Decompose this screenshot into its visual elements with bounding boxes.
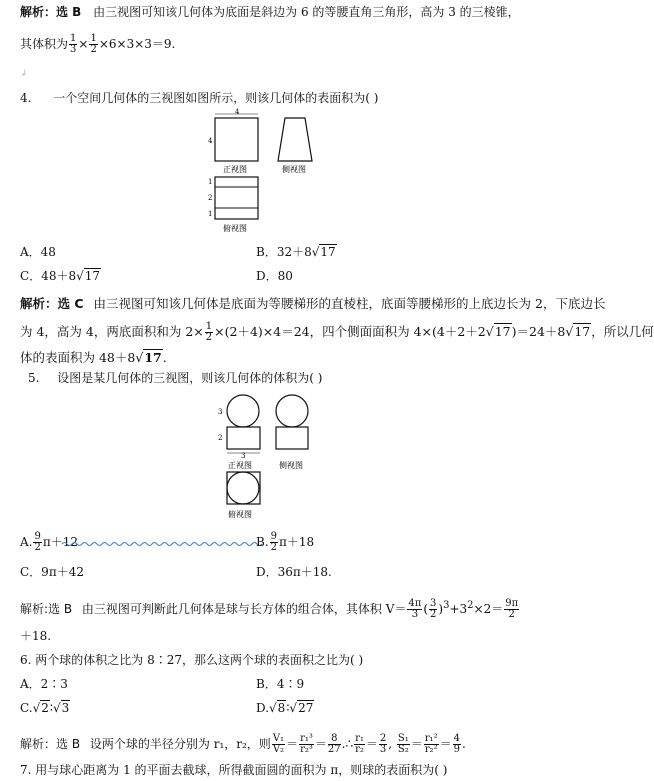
q4-dim-2: 2	[208, 194, 213, 202]
q6-option-a: A．2∶3	[20, 677, 68, 691]
q5-option-d: D．36π＋18.	[256, 565, 332, 579]
q6-solution-label: 解析：选 B	[20, 737, 81, 751]
q4-solution-text1: 由三视图可知该几何体是底面为等腰梯形的直棱柱，底面等腰梯形的上底边长为 2，下底边长	[93, 296, 606, 311]
q5-front-label: 正视图	[228, 461, 252, 470]
q3-solution-text: 由三视图可知该几何体为底面是斜边为 6 的等腰直角三角形，高为 3 的三棱锥，	[93, 5, 520, 19]
q3-volume-prefix: 其体积为	[20, 37, 69, 51]
q5-front-box	[227, 427, 260, 449]
q5-dim-2: 2	[218, 434, 223, 442]
q5-solution-label: 解析:选 B	[20, 602, 73, 616]
q5-option-a: A. $\frac{9}{2}$ π＋12	[20, 531, 79, 553]
q5-dim-3b: 3	[241, 452, 246, 460]
q4-option-d: D．80	[256, 269, 293, 283]
q7-stem-text: 用与球心距离为 1 的平面去截球，所得截面圆的面积为 π，则球的表面积为( )	[35, 763, 448, 777]
q4-stem	[20, 90, 378, 106]
q7-number: 7.	[20, 763, 32, 777]
q3-volume-rest: ×6×3×3＝9.	[98, 37, 176, 51]
q6-solution: 解析：选 B 设两个球的半径分别为 r₁，r₂，则 $\frac{\text{V₁}}{\text{V₂}}$ ＝ $\frac{\text{r₁³}}{\text{r₂³}}$ ＝ $\frac{8}{27}$ .∴ $\frac{\text{r₁}}{\text{r₂}}$ ＝ $\frac{2}{3}$ , $\frac{\text{S₁}}{\text{S₂}}$ ＝ $\frac{\text{r₁²}}{\text{r₂²}}$ ＝ $\frac{4}{9}$ .	[20, 733, 466, 755]
q4-front-view	[215, 118, 258, 161]
q6-number: 6.	[20, 653, 32, 667]
q5-option-c: C．9π＋42	[20, 565, 84, 579]
q5-top-label: 俯视图	[228, 510, 252, 519]
q6-stem	[20, 652, 363, 668]
q5-solution-line2: ＋18.	[20, 629, 52, 643]
paragraph-mark: ↲	[20, 69, 28, 79]
q7-stem	[20, 762, 447, 778]
q5-number: 5.	[28, 371, 40, 385]
q4-side-label: 侧视图	[282, 165, 306, 174]
q4-solution-line2: 为 4，高为 4，两底面积和为 2× $\frac{1}{2}$ ×(2＋4)×4＝24，四个侧面面积为 4×(4＋2＋2√17)＝24＋8√17，所以几何	[20, 321, 654, 343]
q5-top-sphere	[227, 472, 259, 504]
q4-stem-text: 一个空间几何体的三视图如图所示，则该几何体的表面积为( )	[53, 91, 379, 105]
fraction-one-third: $\frac{1}{3}$	[70, 33, 77, 55]
q4-top-label: 俯视图	[223, 224, 247, 233]
q3-solution-line1	[20, 4, 520, 20]
q6-option-d: D.√8∶√27	[256, 701, 314, 715]
q4-top-view	[215, 177, 258, 219]
q5-dim-3a: 3	[218, 408, 223, 416]
q5-three-view-figure	[212, 392, 322, 522]
q5-stem-text: 设图是某几何体的三视图，则该几何体的体积为( )	[57, 371, 323, 385]
q4-number: 4.	[20, 91, 32, 105]
q6-option-c: C.√2∶√3	[20, 701, 70, 715]
q3-solution-line2: 其体积为 $\frac{1}{3}$ × $\frac{1}{2}$ ×6×3×3＝9.	[20, 33, 176, 55]
q5-solution-line1: 解析:选 B 由三视图可判断此几何体是球与长方体的组合体，其体积 V＝ $\frac{4\pi}{3}$ ( $\frac{3}{2}$ )$^3+3^2\times 2=$ $\frac{9\pi}{2}$	[20, 598, 519, 620]
q5-front-sphere	[227, 395, 259, 427]
q3-solution-label: 解析：选 B	[20, 5, 82, 19]
q4-three-view-figure	[195, 110, 335, 235]
fraction-one-half: $\frac{1}{2}$	[90, 33, 97, 55]
q4-option-c: C．48＋8√17	[20, 269, 101, 283]
q6-stem-text: 两个球的体积之比为 8∶27，那么这两个球的表面积之比为( )	[35, 653, 364, 667]
q4-dim-4-top: 4	[235, 108, 240, 116]
q4-solution-label: 解析：选 C	[20, 296, 84, 311]
q5-stem	[28, 370, 322, 386]
q5-side-sphere	[276, 395, 308, 427]
q6-option-b: B．4∶9	[256, 677, 305, 691]
spellcheck-underline	[62, 541, 260, 547]
q4-option-b: B．32＋8√17	[256, 245, 336, 259]
q4-front-label: 正视图	[223, 165, 247, 174]
q4-solution-line1	[20, 296, 605, 312]
q5-side-box	[276, 427, 308, 449]
q4-dim-1a: 1	[208, 178, 213, 186]
q5-side-label: 侧视图	[279, 461, 303, 470]
q4-option-a: A．48	[20, 245, 56, 259]
q4-dim-1b: 1	[208, 210, 213, 218]
q4-side-view	[278, 118, 312, 161]
q4-dim-4-left: 4	[208, 137, 213, 145]
q5-option-b: B. $\frac{9}{2}$ π＋18	[256, 531, 315, 553]
q4-solution-line3: 体的表面积为 48＋8√17.	[20, 350, 167, 365]
